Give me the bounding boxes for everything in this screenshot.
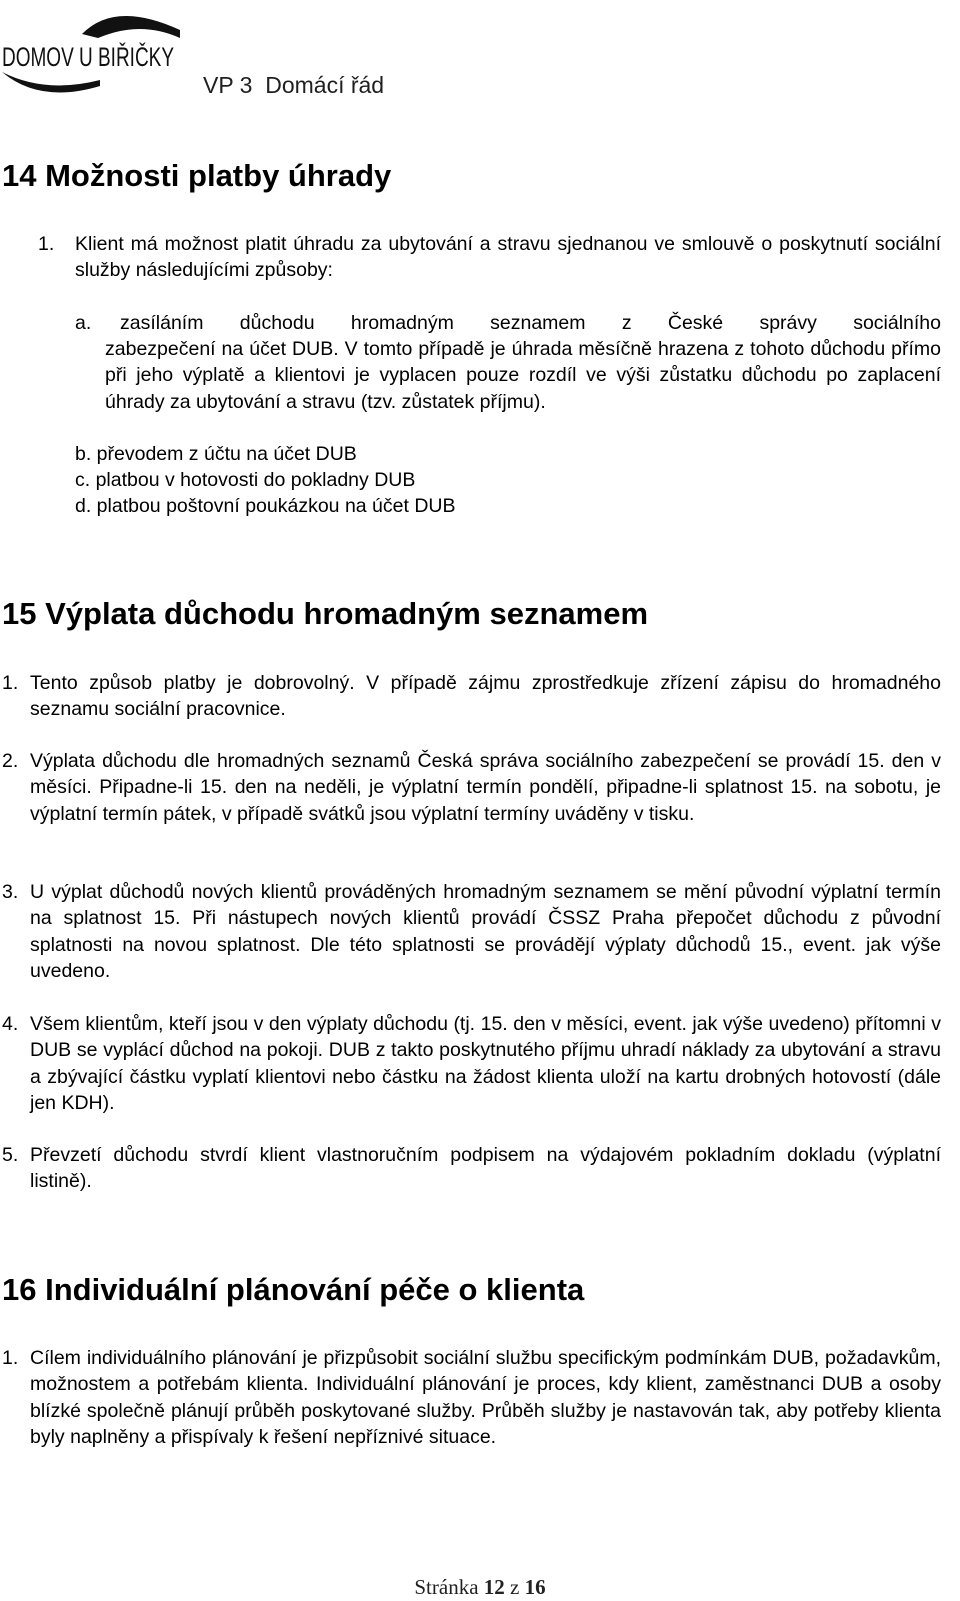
section-15-item-2-text: Výplata důchodu dle hromadných seznamů Česká správa sociálního zabezpečení se provádí 15. den v měsíci. Připadne-li 15. den na neděli, je výplatní termín pondělí, připadne-li splatnost 15. na sobotu, je výplatní termín pátek, v případě svátků jsou výplatní termíny uváděny v tisku. <box>30 750 941 825</box>
section-14-item-1-text: Klient má možnost platit úhradu za ubytování a stravu sjednanou ve smlouvě o poskytnutí sociální služby následujícími způsoby: <box>75 233 941 282</box>
option-a-label: a. <box>75 312 92 334</box>
footer-separator: z <box>510 1575 520 1599</box>
section-15-item-1-number: 1. <box>2 672 19 694</box>
section-15-item-1-text: Tento způsob platby je dobrovolný. V případě zájmu zprostředkuje zřízení zápisu do hromadného seznamu sociální pracovnice. <box>30 672 941 721</box>
current-page-number: 12 <box>483 1575 505 1599</box>
section-15-item-3-number: 3. <box>2 881 19 903</box>
page-number-footer <box>0 1575 960 1600</box>
section-15-heading: 15 Výplata důchodu hromadným seznamem <box>2 596 649 631</box>
option-a-line-1: zasíláním důchodu hromadným seznamem z České správy sociálního <box>120 312 941 334</box>
footer-prefix: Stránka <box>414 1575 479 1599</box>
option-c: c. platbou v hotovosti do pokladny DUB <box>75 469 416 491</box>
section-15-item-2-number: 2. <box>2 750 19 772</box>
total-pages: 16 <box>524 1575 546 1599</box>
svg-text:DOMOV U BIŘIČKY: DOMOV U BIŘIČKY <box>2 42 247 72</box>
section-15-item-4-number: 4. <box>2 1013 19 1035</box>
section-15-item-5-text: Převzetí důchodu stvrdí klient vlastnoručním podpisem na výdajovém pokladním dokladu (výplatní listině). <box>30 1144 941 1193</box>
section-16-item-1-text: Cílem individuálního plánování je přizpůsobit sociální službu specifickým podmínkám DUB, požadavkům, možnostem a potřebám klienta. Individuální plánování je proces, kdy klient, zaměstnanci DUB a osoby blízké společně plánují průběh poskytované služby. Průběh služby je nastavován tak, aby potřeby klienta byly naplněny a přispívaly k řešení nepříznivé situace. <box>30 1347 941 1448</box>
section-15-item-3-text: U výplat důchodů nových klientů prováděných hromadným seznamem se mění původní výplatní termín na splatnost 15. Při nástupech nových klientů provádí ČSSZ Praha přepočet důchodu z původní splatnosti na novou splatnost. Dle této splatnosti se provádějí výplaty důchodů 15., event. jak výše uvedeno. <box>30 881 941 982</box>
document-title: VP 3 Domácí řád <box>203 72 385 98</box>
section-16-item-1-number: 1. <box>2 1347 19 1369</box>
option-b: b. převodem z účtu na účet DUB <box>75 443 357 465</box>
option-d: d. platbou poštovní poukázkou na účet DUB <box>75 495 456 517</box>
section-15-item-5-number: 5. <box>2 1144 19 1166</box>
section-15-item-4-text: Všem klientům, kteří jsou v den výplaty důchodu (tj. 15. den v měsíci, event. jak výše uvedeno) přítomni v DUB se vyplácí důchod na pokoji. DUB z takto poskytnutého příjmu uhradí náklady za ubytování a stravu a zbývající částku vyplatí klientovi nebo částku na žádost klienta uloží na kartu drobných hotovostí (dále jen KDH). <box>30 1013 941 1114</box>
section-14-item-1-number: 1. <box>38 233 55 255</box>
section-14-heading: 14 Možnosti platby úhrady <box>2 158 392 193</box>
section-16-heading: 16 Individuální plánování péče o klienta <box>2 1272 585 1307</box>
domov-u-biricky-logo <box>0 8 247 98</box>
option-a-continuation: zabezpečení na účet DUB. V tomto případě je úhrada měsíčně hrazena z tohoto důchodu přímo při jeho výplatě a klientovi je vyplacen pouze rozdíl ve výši zůstatku důchodu po zaplacení úhrady za ubytování a stravu (tzv. zůstatek příjmu). <box>105 338 941 413</box>
